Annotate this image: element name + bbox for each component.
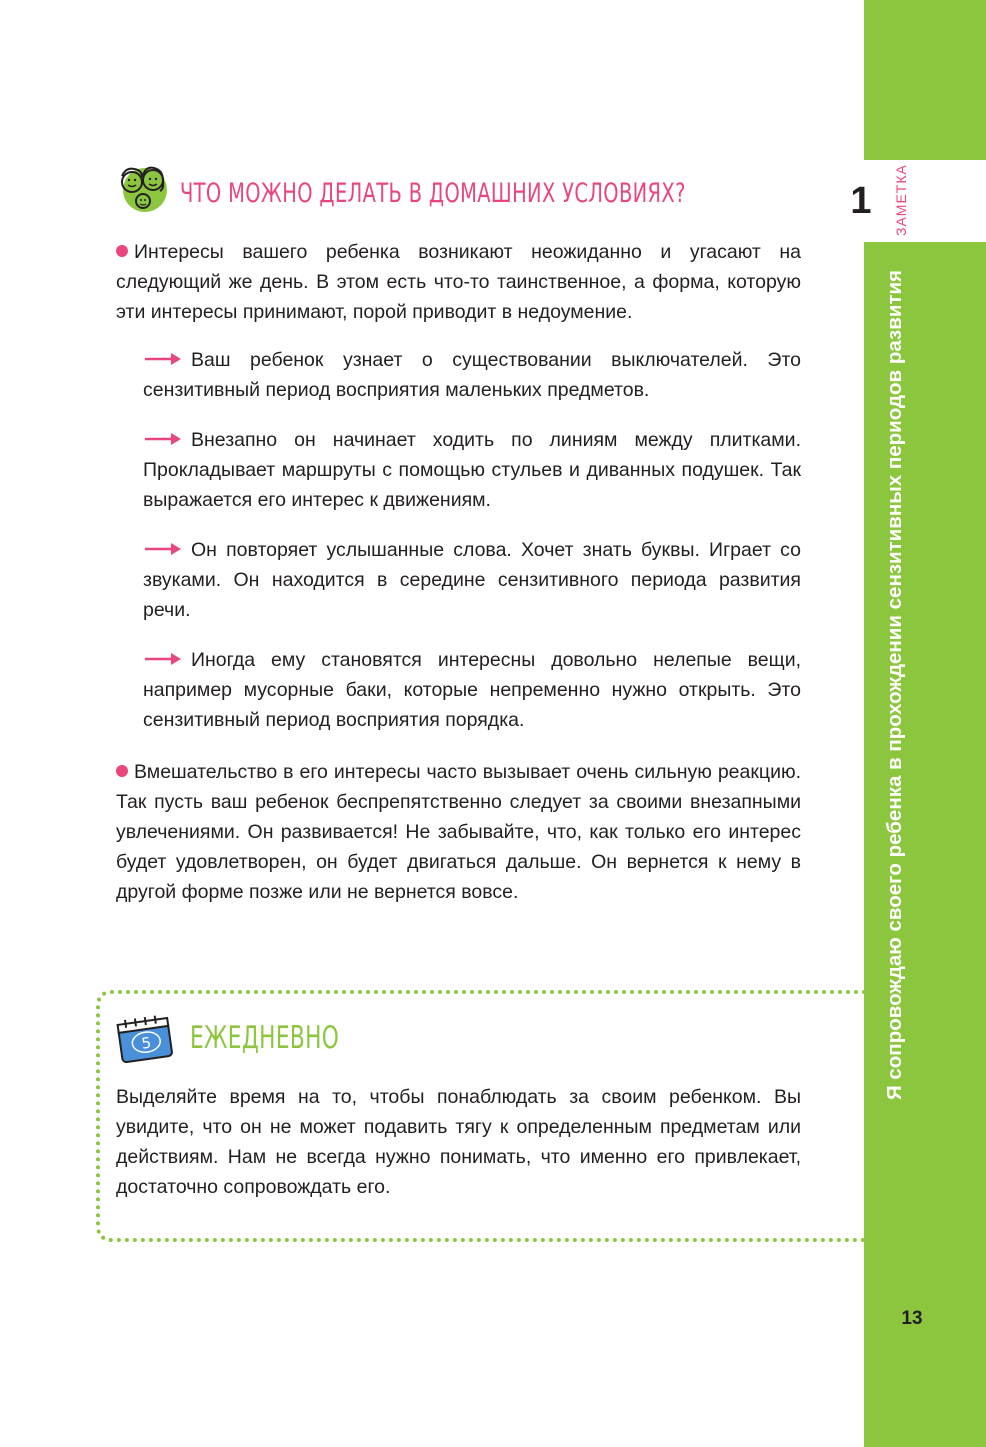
conclusion-paragraph <box>116 757 801 907</box>
arrow-icon <box>143 432 183 446</box>
arrow-icon <box>143 652 183 666</box>
arrow-icon <box>143 542 183 556</box>
bullet-dot <box>116 245 128 257</box>
calendar-icon <box>112 1015 182 1070</box>
list-item <box>143 425 801 515</box>
page-number: 13 <box>901 1308 923 1329</box>
chapter-tab-label: ЗАМЕТКА <box>893 164 909 236</box>
family-faces-icon <box>116 163 172 220</box>
sidebar-chapter-title: Я сопровождаю своего ребенка в прохождении сензитивных периодов развития <box>883 269 906 1101</box>
list-item <box>143 345 801 405</box>
intro-paragraph <box>116 237 801 327</box>
conclusion-text: Вмешательство в его интересы часто вызывает очень сильную реакцию. Так пусть ваш ребенок беспрепятственно следует за своими внезапными увлечениями. Он развивается! Не забывайте, что, как только его интерес будет удовлетворен, он будет двигаться дальше. Он вернется к нему в другой форме позже или не вернется вовсе. <box>116 761 801 903</box>
calendar-day: 5 <box>140 1033 153 1053</box>
arrow-icon <box>143 352 183 366</box>
list-item <box>143 645 801 735</box>
daily-heading: ЕЖЕДНЕВНО <box>190 1020 340 1056</box>
list-item-text: Иногда ему становятся интересны довольно нелепые вещи, например мусорные баки, которые непременно нужно открыть. Это сензитивный период восприятия порядка. <box>143 649 801 731</box>
list-item <box>143 535 801 625</box>
section-heading: ЧТО МОЖНО ДЕЛАТЬ В ДОМАШНИХ УСЛОВИЯХ? <box>180 178 686 209</box>
bullet-dot <box>116 765 128 777</box>
daily-text: Выделяйте время на то, чтобы понаблюдать за своим ребенком. Вы увидите, что он не может подавить тягу к определенным предметам или действиям. Нам не всегда нужно понимать, что именно его привлекает, достаточно сопровождать его. <box>116 1086 801 1198</box>
list-item-text: Он повторяет услышанные слова. Хочет знать буквы. Играет со звуками. Он находится в середине сензитивного периода развития речи. <box>143 539 801 621</box>
intro-text: Интересы вашего ребенка возникают неожиданно и угасают на следующий же день. В этом есть что-то таинственное, а форма, которую эти интересы принимают, порой приводит в недоумение. <box>116 241 801 323</box>
list-item-text: Внезапно он начинает ходить по линиям между плитками. Прокладывает маршруты с помощью стульев и диванных подушек. Так выражается его интерес к движениям. <box>143 429 801 511</box>
list-item-text: Ваш ребенок узнает о существовании выключателей. Это сензитивный период восприятия маленьких предметов. <box>143 349 801 401</box>
chapter-number: 1 <box>850 180 872 222</box>
